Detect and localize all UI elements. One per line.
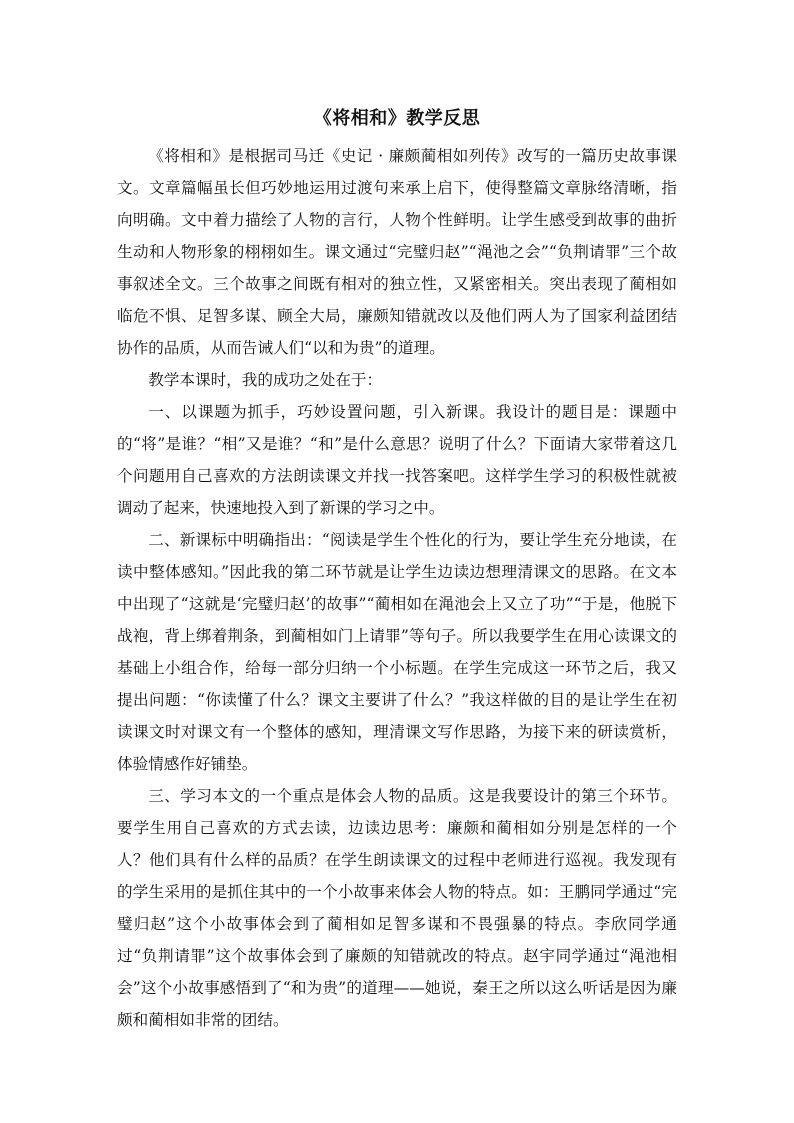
paragraph-point-two: 二、新课标中明确指出：“阅读是学生个性化的行为，要让学生充分地读，在读中整体感知。”因此我的第二环节就是让学生边读边想理清课文的思路。在文本中出现了“这就是‘完璧归赵’的故事”“蔺相如在渑池会上又立了功”“于是，他脱下战袍，背上绑着荆条，到蔺相如门上请罪”等句子。所以我要学生在用心读课文的基础上小组合作，给每一部分归纳一个小标题。在学生完成这一环节之后，我又提出问题：“你读懂了什么？课文主要讲了什么？”我这样做的目的是让学生在初读课文时对课文有一个整体的感知，理清课文写作思路，为接下来的研读赏析，体验情感作好铺垫。 <box>117 531 677 773</box>
document-title: 《将相和》教学反思 <box>313 108 481 129</box>
paragraph-point-one: 一、以课题为抓手，巧妙设置问题，引入新课。我设计的题目是：课题中的“将”是谁？“相”又是谁？“和”是什么意思？说明了什么？下面请大家带着这几个问题用自己喜欢的方法朗读课文并找一找答案吧。这样学生学习的积极性就被调动了起来，快速地投入到了新课的学习之中。 <box>117 403 677 517</box>
paragraph-success-lead: 教学本课时，我的成功之处在于： <box>148 371 383 389</box>
paragraph-intro: 《将相和》是根据司马迁《史记 · 廉颇蔺相如列传》改写的一篇历史故事课文。文章篇幅虽长但巧妙地运用过渡句来承上启下，使得整篇文章脉络清晰，指向明确。文中着力描绘了人物的言行，人物个性鲜明。让学生感受到故事的曲折生动和人物形象的栩栩如生。课文通过“完璧归赵”“渑池之会”“负荆请罪”三个故事叙述全文。三个故事之间既有相对的独立性，又紧密相关。突出表现了蔺相如临危不惧、足智多谋、顾全大局，廉颇知错就改以及他们两人为了国家利益团结协作的品质，从而告诫人们“以和为贵”的道理。 <box>117 147 677 357</box>
paragraph-point-three: 三、学习本文的一个重点是体会人物的品质。这是我要设计的第三个环节。要学生用自己喜欢的方式去读，边读边思考：廉颇和蔺相如分别是怎样的一个人？他们具有什么样的品质？在学生朗读课文的过程中老师进行巡视。我发现有的学生采用的是抓住其中的一个小故事来体会人物的特点。如：王鹏同学通过“完璧归赵”这个小故事体会到了蔺相如足智多谋和不畏强暴的特点。李欣同学通过“负荆请罪”这个故事体会到了廉颇的知错就改的特点。赵宇同学通过“渑池相会”这个小故事感悟到了“和为贵”的道理——她说，秦王之所以这么听话是因为廉颇和蔺相如非常的团结。 <box>117 787 677 1029</box>
document-body <box>117 140 677 1036</box>
